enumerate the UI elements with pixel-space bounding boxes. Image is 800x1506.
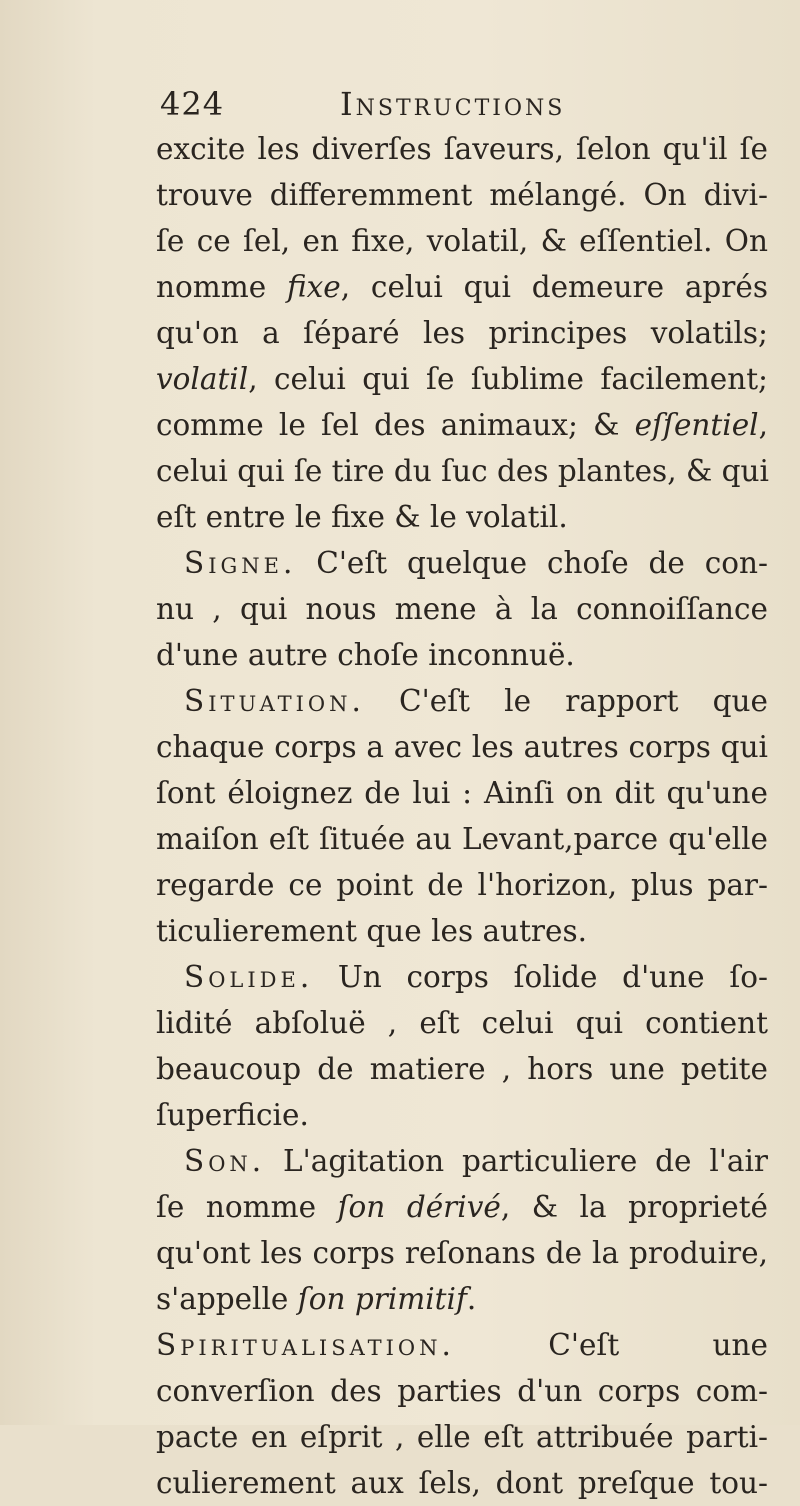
text-run: converſion des parties d'un corps com- xyxy=(156,1374,768,1408)
text-run: nu , qui nous mene à la connoiſſance xyxy=(156,592,768,626)
text-run: pacte en eſprit , elle eſt attribuée parti- xyxy=(156,1420,768,1454)
text-line xyxy=(156,678,768,724)
text-line xyxy=(156,126,768,172)
text-line xyxy=(156,1276,768,1322)
text-run: beaucoup de matiere , hors une petite xyxy=(156,1052,768,1086)
text-run: celui qui ſe tire du ſuc des plantes, & qui xyxy=(156,454,769,488)
page-number: 424 xyxy=(160,85,225,123)
text-line xyxy=(156,1460,768,1506)
text-run: nomme xyxy=(156,270,287,304)
text-line xyxy=(156,218,768,264)
text-run: d'une autre choſe inconnuë. xyxy=(156,638,575,672)
text-run: ſont éloignez de lui : Ainſi on dit qu'une xyxy=(156,776,768,810)
text-run: maiſon eſt ſituée au Levant,parce qu'elle xyxy=(156,822,768,856)
text-run: ticulierement que les autres. xyxy=(156,914,588,948)
text-run: s'appelle xyxy=(156,1282,298,1316)
italic-term: ſon dérivé xyxy=(337,1190,501,1224)
text-line xyxy=(156,1230,768,1276)
text-line xyxy=(156,862,768,908)
text-line xyxy=(156,1000,768,1046)
text-line xyxy=(156,1184,768,1230)
text-line xyxy=(156,1368,768,1414)
text-run: C'eſt quelque choſe de con- xyxy=(296,546,768,580)
text-run: chaque corps a avec les autres corps qui xyxy=(156,730,768,764)
text-run: L'agitation particuliere de l'air xyxy=(265,1144,768,1178)
running-title: Instructions xyxy=(340,85,566,123)
text-line xyxy=(156,954,768,1000)
text-line xyxy=(156,356,768,402)
entry-term: Son. xyxy=(184,1144,266,1178)
text-line xyxy=(156,770,768,816)
text-line xyxy=(156,402,768,448)
text-line xyxy=(156,908,768,954)
text-line xyxy=(156,724,768,770)
text-line xyxy=(156,448,768,494)
entry-term: Signe. xyxy=(184,546,297,580)
text-run: qu'on a ſéparé les principes volatils; xyxy=(156,316,768,350)
text-run: , celui qui ſe ſublime facilement; xyxy=(248,362,768,396)
entry-term: Spiritualisation. xyxy=(156,1328,455,1362)
text-line xyxy=(156,1138,768,1184)
text-run: , celui qui demeure aprés xyxy=(340,270,768,304)
text-run: eſt entre le fixe & le volatil. xyxy=(156,500,568,534)
text-run: excite les diverſes ſaveurs, ſelon qu'il ſe xyxy=(156,132,768,166)
text-run: C'eſt une xyxy=(454,1328,768,1362)
text-line xyxy=(156,816,768,862)
text-run: trouve differemment mélangé. On divi- xyxy=(156,178,768,212)
italic-term: eſſentiel xyxy=(634,408,759,442)
text-line xyxy=(156,540,768,586)
text-line xyxy=(156,310,768,356)
body-text xyxy=(156,126,768,1506)
text-run: . xyxy=(466,1282,477,1316)
text-run: , xyxy=(758,408,768,442)
text-run: ſuperficie. xyxy=(156,1098,309,1132)
text-run: Un corps ſolide d'une ſo- xyxy=(313,960,768,994)
text-line xyxy=(156,494,768,540)
text-run: ſe ce ſel, en fixe, volatil, & eſſentiel. On xyxy=(156,224,768,258)
italic-term: volatil xyxy=(156,362,249,396)
entry-term: Solide. xyxy=(184,960,314,994)
text-run: qu'ont les corps reſonans de la produire, xyxy=(156,1236,768,1270)
text-run: lidité abſoluë , eſt celui qui contient xyxy=(156,1006,768,1040)
text-run: comme le ſel des animaux; & xyxy=(156,408,635,442)
italic-term: fixe xyxy=(286,270,341,304)
text-line xyxy=(156,1046,768,1092)
text-line xyxy=(156,1092,768,1138)
text-run: culierement aux ſels, dont preſque tou- xyxy=(156,1466,768,1500)
entry-term: Situation. xyxy=(184,684,365,718)
text-line xyxy=(156,264,768,310)
text-line xyxy=(156,172,768,218)
text-run: ſe nomme xyxy=(156,1190,338,1224)
text-line xyxy=(156,1414,768,1460)
text-run: regarde ce point de l'horizon, plus par- xyxy=(156,868,768,902)
text-run: C'eſt le rapport que xyxy=(364,684,768,718)
text-run: , & la proprieté xyxy=(500,1190,769,1224)
text-line xyxy=(156,632,768,678)
italic-term: ſon primitif xyxy=(297,1282,467,1316)
text-line xyxy=(156,1322,768,1368)
text-line xyxy=(156,586,768,632)
